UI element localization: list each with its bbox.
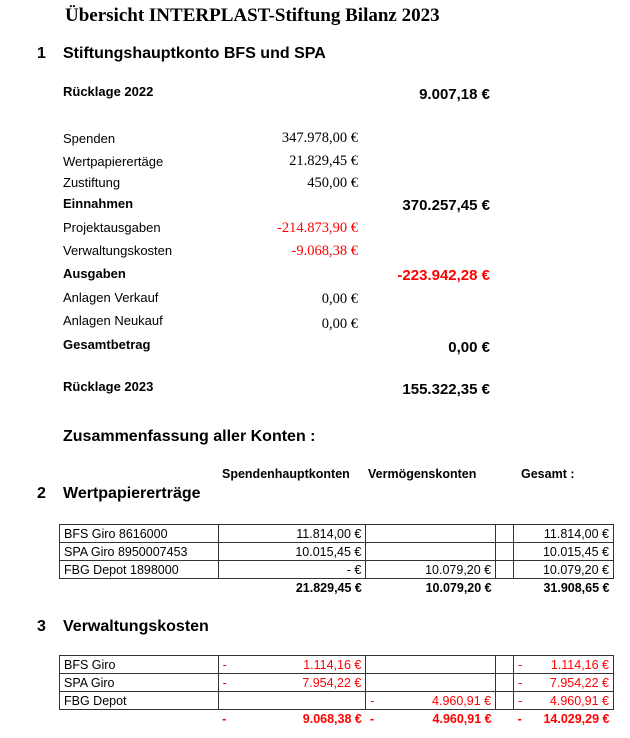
verwaltung-value: -9.068,38 € bbox=[291, 243, 358, 259]
section-number: 1 bbox=[37, 45, 46, 62]
total-cell: 10.079,20 € bbox=[514, 561, 614, 579]
total-cell: 21.829,45 € bbox=[295, 580, 362, 595]
account-cell: FBG Depot 1898000 bbox=[60, 561, 219, 579]
total-cell: 10.079,20 € bbox=[425, 580, 492, 595]
account-cell: BFS Giro 8616000 bbox=[60, 525, 219, 543]
minus-sign: - bbox=[222, 675, 227, 690]
section-heading: Stiftungshauptkonto BFS und SPA bbox=[63, 45, 326, 62]
einnahmen-label: Einnahmen bbox=[63, 196, 134, 211]
verkauf-label: Anlagen Verkauf bbox=[63, 290, 159, 305]
amount-cell: 10.079,20 € bbox=[366, 561, 496, 579]
column-header: Spendenhauptkonten bbox=[222, 467, 350, 481]
spacer-cell bbox=[496, 674, 514, 692]
einnahmen-value: 370.257,45 € bbox=[402, 197, 490, 214]
neukauf-value: 0,00 € bbox=[321, 316, 358, 332]
table-row bbox=[60, 561, 614, 579]
total-cell: 1.114,16 € bbox=[550, 657, 609, 672]
total-cell: 4.960,91 € bbox=[432, 711, 492, 726]
column-header: Vermögenskonten bbox=[368, 467, 477, 481]
amount-cell: 11.814,00 € bbox=[218, 525, 366, 543]
minus-sign: - bbox=[518, 657, 523, 672]
zustiftung-label: Zustiftung bbox=[63, 175, 121, 190]
table-row bbox=[60, 543, 614, 561]
amount-cell: 7.954,22 € bbox=[302, 675, 362, 690]
table-row bbox=[60, 674, 614, 692]
totals-row bbox=[60, 710, 614, 728]
verwaltung-label: Verwaltungskosten bbox=[63, 243, 173, 258]
total-cell: 11.814,00 € bbox=[514, 525, 614, 543]
account-cell: SPA Giro bbox=[60, 674, 219, 692]
spacer-cell bbox=[496, 525, 514, 543]
total-cell: 31.908,65 € bbox=[543, 580, 610, 595]
minus-sign: - bbox=[518, 675, 523, 690]
amount-cell: 4.960,91 € bbox=[432, 693, 492, 708]
gesamt-label: Gesamtbetrag bbox=[63, 337, 151, 352]
minus-sign: - bbox=[370, 693, 375, 708]
table-row bbox=[60, 692, 614, 710]
amount-cell bbox=[366, 674, 496, 692]
spacer-cell bbox=[496, 561, 514, 579]
verkauf-value: 0,00 € bbox=[321, 291, 358, 307]
ruecklage-2023-value: 155.322,35 € bbox=[402, 381, 490, 398]
minus-sign: - bbox=[222, 711, 227, 726]
total-cell: 10.015,45 € bbox=[514, 543, 614, 561]
total-cell: 9.068,38 € bbox=[302, 711, 362, 726]
ruecklage-2022-label: Rücklage 2022 bbox=[63, 84, 154, 99]
verwaltung-table bbox=[59, 655, 614, 727]
amount-cell bbox=[366, 525, 496, 543]
page-title: Übersicht INTERPLAST-Stiftung Bilanz 2023 bbox=[65, 5, 440, 26]
minus-sign: - bbox=[517, 711, 522, 726]
spenden-value: 347.978,00 € bbox=[281, 130, 358, 146]
spacer-cell bbox=[496, 692, 514, 710]
minus-sign: - bbox=[369, 711, 375, 726]
ausgaben-label: Ausgaben bbox=[63, 266, 126, 281]
account-cell: FBG Depot bbox=[60, 692, 219, 710]
ruecklage-2022-value: 9.007,18 € bbox=[419, 86, 490, 103]
table-row bbox=[60, 525, 614, 543]
total-cell: 14.029,29 € bbox=[543, 711, 610, 726]
amount-cell bbox=[366, 543, 496, 561]
table-row bbox=[60, 656, 614, 674]
spacer-cell bbox=[496, 543, 514, 561]
amount-cell: 1.114,16 € bbox=[303, 657, 362, 672]
section-number: 2 bbox=[37, 485, 46, 502]
amount-cell: 10.015,45 € bbox=[218, 543, 366, 561]
total-cell: 7.954,22 € bbox=[549, 675, 609, 690]
summary-heading: Zusammenfassung aller Konten : bbox=[63, 428, 316, 445]
minus-sign: - bbox=[518, 693, 523, 708]
amount-cell: - € bbox=[218, 561, 366, 579]
ausgaben-value: -223.942,28 € bbox=[397, 267, 490, 284]
section-number: 3 bbox=[37, 618, 46, 635]
gesamt-value: 0,00 € bbox=[448, 339, 490, 356]
section-heading: Wertpapiererträge bbox=[63, 485, 201, 502]
amount-cell bbox=[366, 656, 496, 674]
account-cell: SPA Giro 8950007453 bbox=[60, 543, 219, 561]
zustiftung-value: 450,00 € bbox=[307, 175, 358, 191]
account-cell: BFS Giro bbox=[60, 656, 219, 674]
ruecklage-2023-label: Rücklage 2023 bbox=[63, 379, 154, 394]
wertpapier-value: 21.829,45 € bbox=[289, 153, 358, 169]
spacer-cell bbox=[496, 656, 514, 674]
spenden-label: Spenden bbox=[63, 131, 116, 146]
section-heading: Verwaltungskosten bbox=[63, 618, 209, 635]
minus-sign: - bbox=[222, 657, 227, 672]
wertpapier-label: Wertpapierertäge bbox=[63, 154, 164, 169]
projekt-label: Projektausgaben bbox=[63, 220, 161, 235]
wertpapier-table bbox=[59, 524, 614, 596]
amount-cell bbox=[218, 692, 366, 710]
column-header: Gesamt : bbox=[521, 467, 575, 481]
totals-row bbox=[60, 579, 614, 597]
projekt-value: -214.873,90 € bbox=[277, 220, 358, 236]
neukauf-label: Anlagen Neukauf bbox=[63, 313, 163, 328]
total-cell: 4.960,91 € bbox=[549, 693, 609, 708]
